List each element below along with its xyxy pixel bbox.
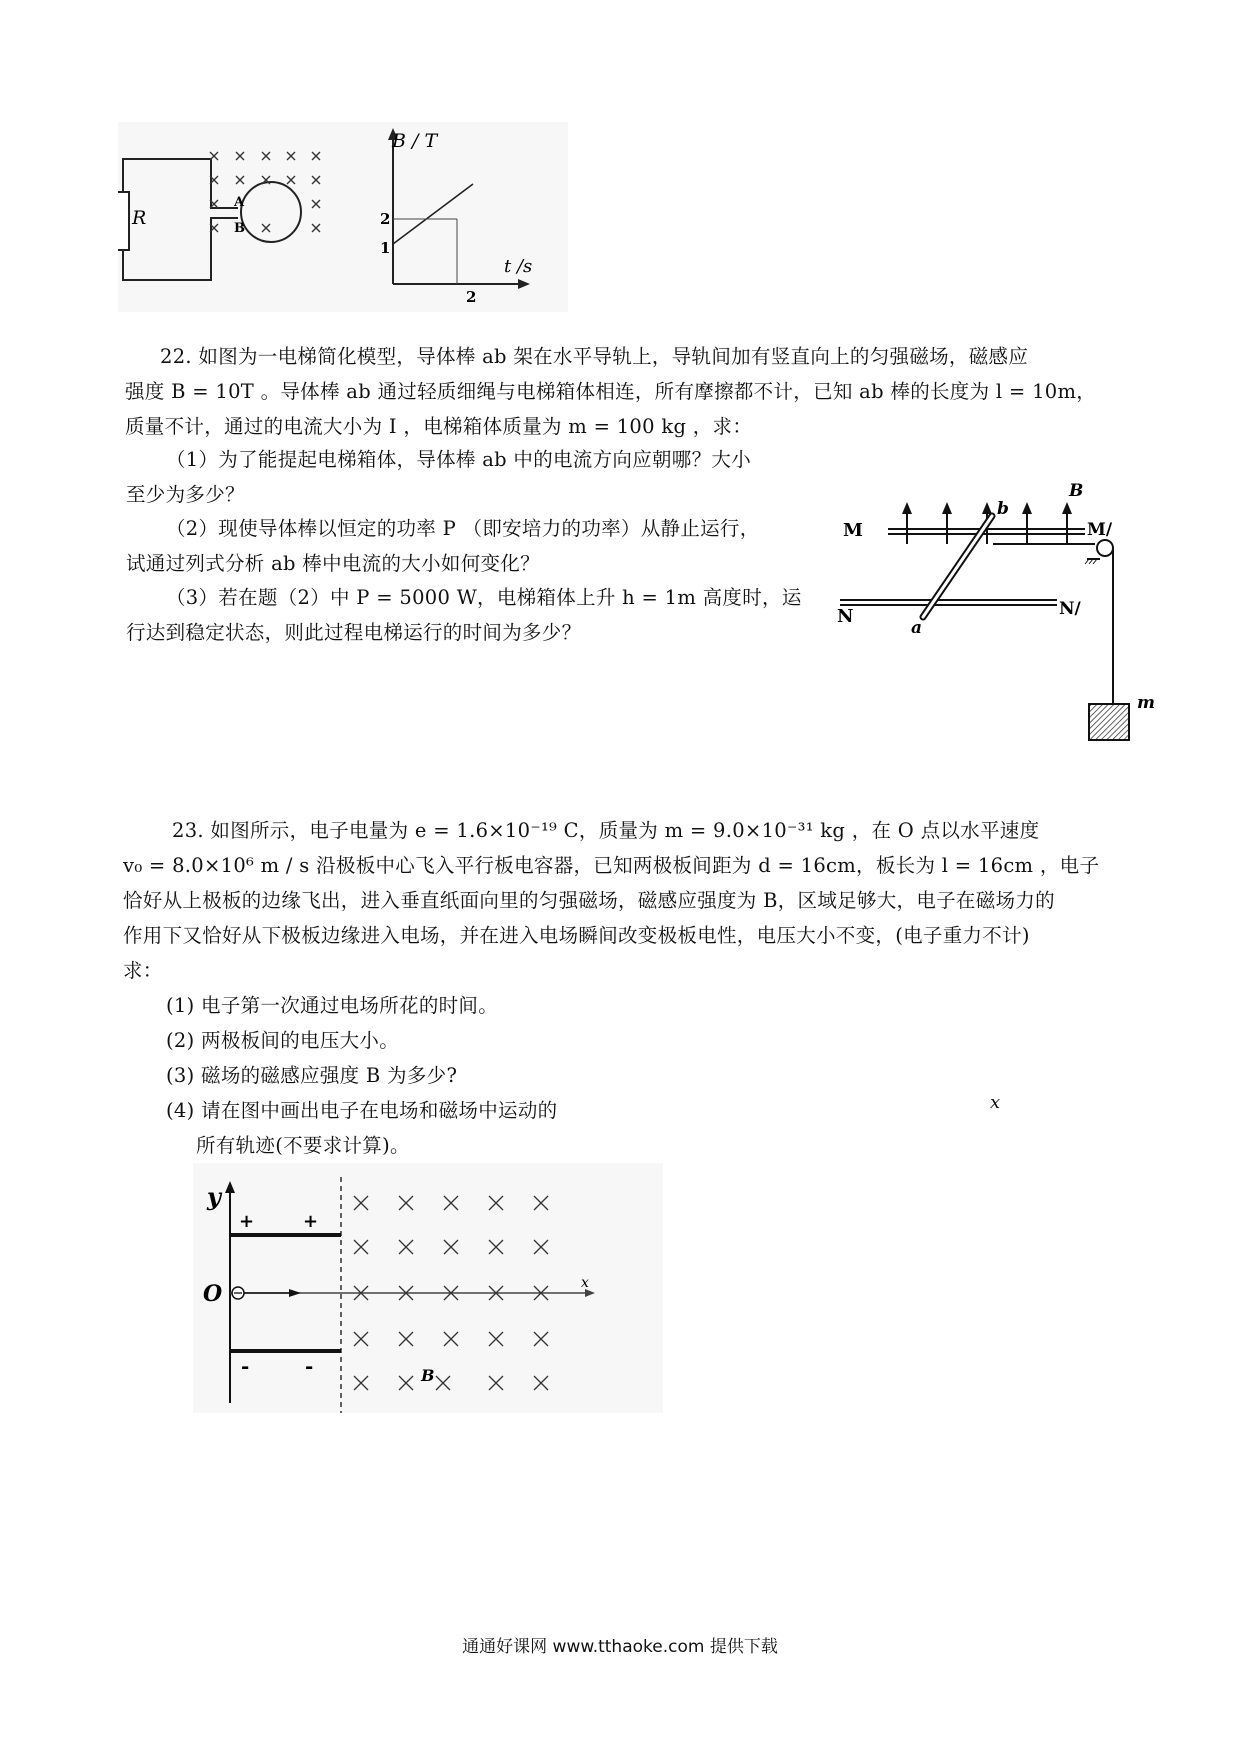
q23-question-1: (1) 电子第一次通过电场所花的时间。 (166, 994, 499, 1017)
q23-intro-line-4: 作用下又恰好从下极板边缘进入电场，并在进入电场瞬间改变极板电性，电压大小不变，(电子重力不计) (123, 924, 1030, 947)
q23-intro-line-3: 恰好从上极板的边缘飞出，进入垂直纸面向里的匀强磁场，磁感应强度为 B，区域足够大，电子在磁场力的 (123, 889, 1055, 912)
q23-intro-line-2: v₀ = 8.0×10⁶ m / s 沿极板中心飞入平行板电容器，已知两极板间距为 d = 16cm，板长为 l = 16cm ，电子 (123, 854, 1100, 877)
q23-question-4-cont: 所有轨迹(不要求计算)。 (196, 1134, 410, 1157)
q22-intro-line-1: 22. 如图为一电梯简化模型，导体棒 ab 架在水平导轨上，导轨间加有竖直向上的匀强磁场，磁感应 (160, 345, 1029, 368)
q22-intro-line-3: 质量不计，通过的电流大小为 I ，电梯箱体质量为 m = 100 kg ，求： (125, 415, 753, 438)
origin-label: O (203, 1281, 223, 1307)
q22-part-2-line-2: 试通过列式分析 ab 棒中电流的大小如何变化？ (126, 552, 540, 575)
q22-part-1 (126, 442, 752, 512)
figure-elevator (825, 478, 1165, 748)
plus-sign-1: + (239, 1211, 255, 1232)
figure-circuit-graph (118, 122, 568, 312)
q22-intro-line-2: 强度 B = 10T 。导体棒 ab 通过轻质细绳与电梯箱体相连，所有摩擦都不计，已知 ab 棒的长度为 l = 10m， (125, 380, 1097, 403)
label-m-prime-rail: M/ (1087, 520, 1113, 540)
page-footer: 通通好课网 www.tthaoke.com 提供下载 (462, 1637, 778, 1657)
q23-question-2: (2) 两极板间的电压大小。 (166, 1029, 400, 1052)
q22-part-1-line-2: 至少为多少？ (126, 483, 245, 506)
field-arrow-icon (1062, 502, 1072, 514)
coil-label-a: A (234, 195, 245, 210)
q23-question-4: (4) 请在图中画出电子在电场和磁场中运动的 (166, 1099, 558, 1122)
minus-sign-2: - (305, 1354, 314, 1378)
y-axis-label: y (207, 1182, 221, 1211)
q22-part-3-line-1: （3）若在题（2）中 P = 5000 W，电梯箱体上升 h = 1m 高度时，运 (166, 586, 802, 609)
figure-capacitor-field (193, 1163, 663, 1413)
q22-part-2-line-1: （2）现使导体棒以恒定的功率 P （即安培力的功率）从静止运行， (166, 517, 760, 540)
stray-x-label: x (990, 1092, 1001, 1113)
y-tick-2: 2 (380, 210, 391, 228)
q22-intro (125, 339, 1097, 444)
coil-label-b: B (234, 221, 245, 236)
label-b-field: B (1069, 481, 1084, 501)
q23-intro (123, 813, 1100, 988)
q23-questions (166, 988, 557, 1163)
graph-ylabel: B / T (392, 130, 438, 152)
y-tick-1: 1 (380, 239, 391, 257)
plus-sign-2: + (303, 1211, 319, 1232)
q23-intro-line-1: 23. 如图所示，电子电量为 e = 1.6×10⁻¹⁹ C，质量为 m = 9.0×10⁻³¹ kg ，在 O 点以水平速度 (172, 819, 1040, 842)
field-b-label: B (421, 1366, 435, 1385)
q23-question-3: (3) 磁场的磁感应强度 B 为多少? (166, 1064, 458, 1087)
resistor-label: R (132, 207, 147, 229)
elevator-box (1089, 704, 1129, 740)
label-m-rail: M (843, 520, 863, 541)
q22-part-2 (126, 511, 760, 581)
q22-part-3-line-2: 行达到稳定状态，则此过程电梯运行的时间为多少？ (126, 621, 582, 644)
label-n-prime-rail: N/ (1059, 599, 1081, 619)
x-axis-label: x (581, 1275, 589, 1291)
label-b-end: b (997, 499, 1009, 519)
q23-intro-line-5: 求： (123, 959, 163, 982)
q22-part-3 (126, 580, 802, 650)
minus-sign-1: - (241, 1354, 250, 1378)
label-a-end: a (911, 618, 923, 638)
field-arrow-icon (902, 502, 912, 514)
x-tick-2: 2 (466, 288, 477, 306)
field-arrow-icon (1022, 502, 1032, 514)
field-arrow-icon (942, 502, 952, 514)
label-n-rail: N (837, 606, 854, 627)
q22-part-1-line-1: （1）为了能提起电梯箱体，导体棒 ab 中的电流方向应朝哪？大小 (166, 448, 752, 471)
field-arrow-icon (982, 502, 992, 514)
graph-xlabel: t /s (504, 256, 533, 277)
label-mass: m (1137, 693, 1155, 713)
